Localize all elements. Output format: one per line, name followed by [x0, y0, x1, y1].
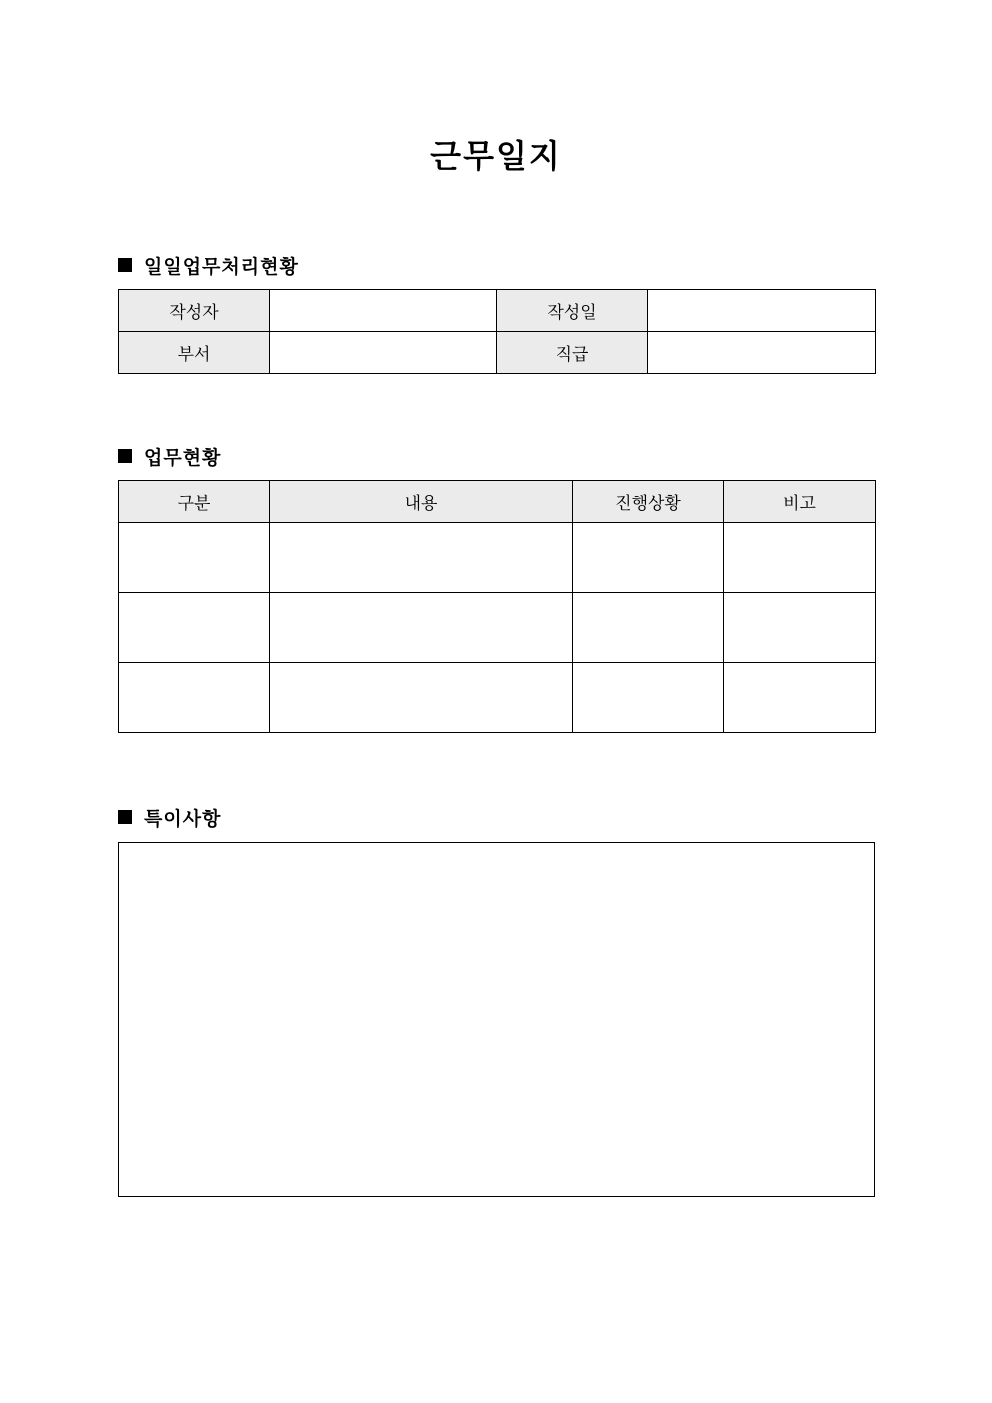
remarks-cell[interactable] — [724, 523, 876, 593]
remarks-cell[interactable] — [724, 593, 876, 663]
special-notes-heading-text: 특이사항 — [144, 807, 222, 830]
author-value[interactable] — [270, 290, 497, 332]
table-header-row — [119, 481, 876, 523]
table-row — [119, 593, 876, 663]
author-label: 작성자 — [119, 290, 270, 332]
work-status-table — [118, 480, 876, 733]
content-cell[interactable] — [270, 523, 573, 593]
table-row — [119, 523, 876, 593]
progress-cell[interactable] — [573, 663, 724, 733]
position-value[interactable] — [648, 332, 876, 374]
column-header-progress: 진행상황 — [573, 481, 724, 523]
column-header-remarks: 비고 — [724, 481, 876, 523]
department-value[interactable] — [270, 332, 497, 374]
black-square-icon — [118, 449, 132, 463]
date-label: 작성일 — [497, 290, 648, 332]
department-info-row — [119, 332, 876, 374]
column-header-category: 구분 — [119, 481, 270, 523]
department-label: 부서 — [119, 332, 270, 374]
daily-status-heading — [118, 252, 299, 278]
category-cell[interactable] — [119, 663, 270, 733]
special-notes-heading — [118, 804, 221, 830]
position-label: 직급 — [497, 332, 648, 374]
content-cell[interactable] — [270, 593, 573, 663]
daily-status-heading-text: 일일업무처리현황 — [144, 255, 299, 278]
author-info-table — [118, 289, 876, 374]
black-square-icon — [118, 258, 132, 272]
work-status-heading-text: 업무현황 — [144, 446, 222, 469]
special-notes-box[interactable] — [118, 842, 875, 1197]
content-cell[interactable] — [270, 663, 573, 733]
progress-cell[interactable] — [573, 523, 724, 593]
category-cell[interactable] — [119, 593, 270, 663]
date-value[interactable] — [648, 290, 876, 332]
author-info-row — [119, 290, 876, 332]
black-square-icon — [118, 810, 132, 824]
category-cell[interactable] — [119, 523, 270, 593]
work-status-heading — [118, 443, 221, 469]
remarks-cell[interactable] — [724, 663, 876, 733]
table-row — [119, 663, 876, 733]
progress-cell[interactable] — [573, 593, 724, 663]
column-header-content: 내용 — [270, 481, 573, 523]
page-title: 근무일지 — [430, 137, 562, 175]
